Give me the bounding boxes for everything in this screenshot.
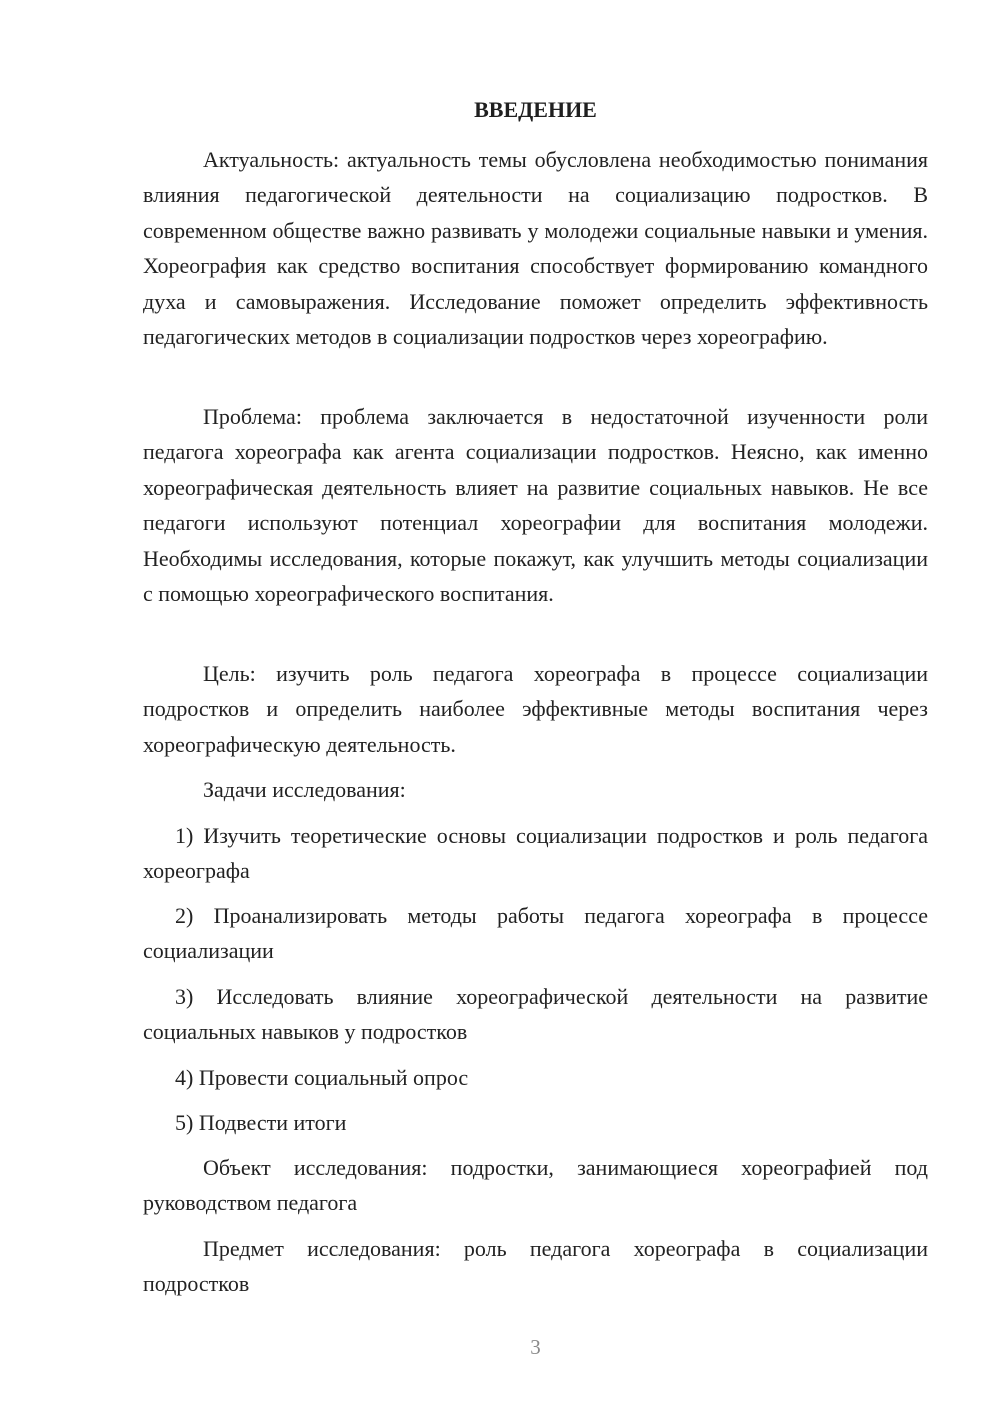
task-list-item-4: 4) Провести социальный опрос	[175, 1065, 469, 1090]
page-number: 3	[530, 1335, 541, 1359]
task-list-item-1: 1) Изучить теоретические основы социализации подростков и роль педагога хореографа	[143, 823, 928, 884]
task-list-item-5: 5) Подвести итоги	[175, 1110, 347, 1135]
section-heading: ВВЕДЕНИЕ	[474, 97, 597, 122]
goal-paragraph: Цель: изучить роль педагога хореографа в процессе социализации подростков и определить наиболее эффективные методы воспитания через хореографическую деятельность.	[143, 661, 928, 757]
document-page	[143, 0, 928, 1414]
tasks-title: Задачи исследования:	[203, 777, 406, 802]
relevance-paragraph: Актуальность: актуальность темы обусловлена необходимостью понимания влияния педагогической деятельности на социализацию подростков. В современном обществе важно развивать у молодежи социальные навыки и умения. Хореография как средство воспитания способствует формированию командного духа и самовыражения. Исследование поможет определить эффективность педагогических методов в социализации подростков через хореографию.	[143, 147, 928, 350]
object-paragraph: Объект исследования: подростки, занимающиеся хореографией под руководством педагога	[143, 1155, 928, 1216]
problem-paragraph: Проблема: проблема заключается в недостаточной изученности роли педагога хореографа как агента социализации подростков. Неясно, как именно хореографическая деятельность влияет на развитие социальных навыков. Не все педагоги используют потенциал хореографии для воспитания молодежи. Необходимы исследования, которые покажут, как улучшить методы социализации с помощью хореографического воспитания.	[143, 404, 928, 607]
task-list-item-3: 3) Исследовать влияние хореографической деятельности на развитие социальных навыков у подростков	[143, 984, 928, 1045]
task-list-item-2: 2) Проанализировать методы работы педагога хореографа в процессе социализации	[143, 903, 928, 964]
subject-paragraph: Предмет исследования: роль педагога хореографа в социализации подростков	[143, 1236, 928, 1297]
